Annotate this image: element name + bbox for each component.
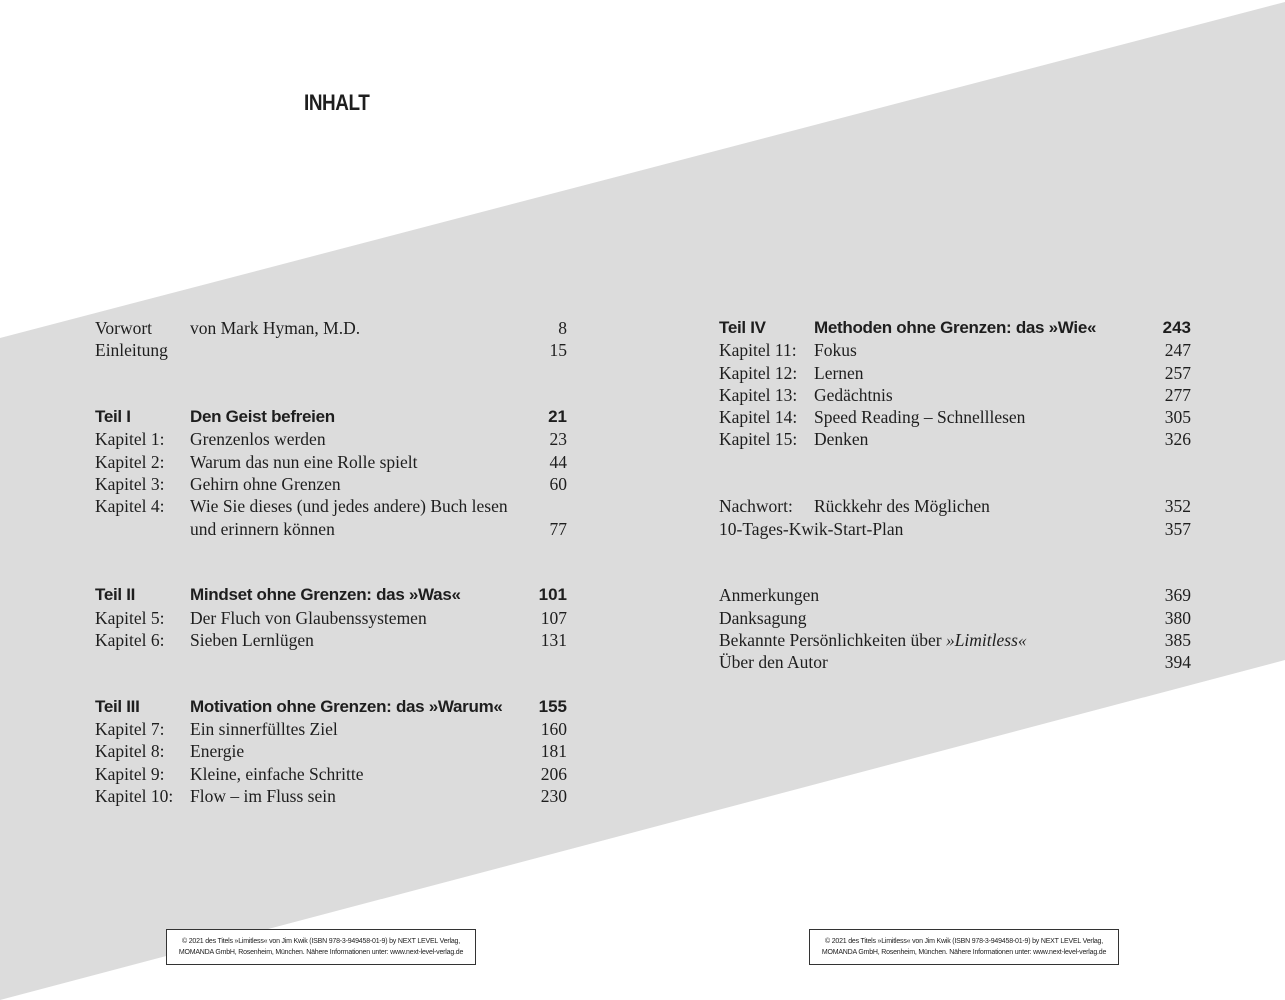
part-heading xyxy=(719,317,1191,339)
chapter-page: 77 xyxy=(549,518,567,539)
toc-part-1 xyxy=(95,406,567,540)
toc-part-4 xyxy=(719,317,1191,451)
chapter-title: Der Fluch von Glaubenssystemen xyxy=(190,607,427,628)
chapter-entry xyxy=(95,473,567,495)
chapter-page: 60 xyxy=(549,473,567,494)
chapter-entry-continuation xyxy=(95,518,567,540)
chapter-label: Kapitel 3: xyxy=(95,473,165,494)
toc-entry-danksagung xyxy=(719,607,1191,629)
part-title: Motivation ohne Grenzen: das »Warum« xyxy=(190,696,503,716)
chapter-entry xyxy=(95,495,567,517)
chapter-page: 247 xyxy=(1164,340,1191,361)
chapter-title: Grenzenlos werden xyxy=(190,429,326,450)
entry-page: 380 xyxy=(1164,607,1191,628)
entry-title-text: Bekannte Persönlichkeiten über xyxy=(719,629,946,650)
chapter-title: Fokus xyxy=(814,340,857,361)
chapter-entry xyxy=(95,451,567,473)
chapter-title: Warum das nun eine Rolle spielt xyxy=(190,451,418,472)
chapter-entry xyxy=(95,763,567,785)
part-title: Methoden ohne Grenzen: das »Wie« xyxy=(814,318,1097,337)
chapter-label: Kapitel 4: xyxy=(95,496,165,517)
toc-left xyxy=(95,317,567,807)
chapter-page: 44 xyxy=(549,451,567,472)
entry-label: Einleitung xyxy=(95,340,168,361)
entry-page: 15 xyxy=(549,340,567,361)
entry-label: 10-Tages-Kwik-Start-Plan xyxy=(719,518,904,539)
chapter-label: Kapitel 2: xyxy=(95,451,165,472)
toc-back-matter xyxy=(719,495,1191,540)
chapter-entry xyxy=(95,740,567,762)
copyright-line: © 2021 des Titels »Limitless« von Jim Kwik (ISBN 978-3-949458-01-9) by NEXT LEVEL Verlag, xyxy=(182,938,460,945)
chapter-label: Kapitel 14: xyxy=(719,407,798,428)
chapter-label: Kapitel 15: xyxy=(719,429,798,450)
entry-title: Danksagung xyxy=(719,607,807,628)
part-label: Teil II xyxy=(95,585,136,605)
chapter-label: Kapitel 9: xyxy=(95,763,165,784)
part-label: Teil IV xyxy=(719,318,766,337)
part-label: Teil III xyxy=(95,696,140,716)
chapter-title: Gedächtnis xyxy=(814,384,893,405)
copyright-line: MOMANDA GmbH, Rosenheim, München. Nähere Informationen unter: www.next-level-verlag.de xyxy=(821,949,1107,956)
chapter-title: Denken xyxy=(814,429,869,450)
entry-page: 385 xyxy=(1164,629,1191,650)
chapter-page: 160 xyxy=(540,719,567,740)
chapter-entry xyxy=(719,428,1191,450)
copyright-line: MOMANDA GmbH, Rosenheim, München. Nähere Informationen unter: www.next-level-verlag.de xyxy=(178,949,464,956)
toc-entry-persoenlichkeiten xyxy=(719,629,1191,651)
chapter-entry xyxy=(95,428,567,450)
entry-label: Nachwort: xyxy=(719,496,793,517)
chapter-label: Kapitel 1: xyxy=(95,429,165,450)
entry-title: Über den Autor xyxy=(719,652,828,673)
chapter-page: 206 xyxy=(540,763,567,784)
toc-entry-nachwort xyxy=(719,495,1191,517)
toc-entry-einleitung xyxy=(95,339,567,361)
chapter-title: Speed Reading – Schnelllesen xyxy=(814,407,1026,428)
part-page: 155 xyxy=(538,696,567,716)
part-page: 101 xyxy=(538,585,567,605)
chapter-entry xyxy=(719,406,1191,428)
copyright-notice xyxy=(166,929,476,965)
toc-part-3 xyxy=(95,696,567,807)
part-title: Mindset ohne Grenzen: das »Was« xyxy=(190,585,461,605)
entry-title: Rückkehr des Möglichen xyxy=(814,496,990,517)
copyright-line: © 2021 des Titels »Limitless« von Jim Kwik (ISBN 978-3-949458-01-9) by NEXT LEVEL Verlag, xyxy=(825,938,1103,945)
chapter-title: Lernen xyxy=(814,362,864,383)
entry-page: 357 xyxy=(1164,518,1191,539)
copyright-notice xyxy=(809,929,1119,965)
chapter-entry xyxy=(719,339,1191,361)
entry-page: 8 xyxy=(558,318,567,338)
chapter-page: 131 xyxy=(540,629,567,650)
toc-appendix xyxy=(719,584,1191,673)
part-page: 21 xyxy=(548,407,567,427)
chapter-page: 305 xyxy=(1164,407,1191,428)
part-title: Den Geist befreien xyxy=(190,407,335,427)
toc-part-2 xyxy=(95,584,567,651)
chapter-label: Kapitel 8: xyxy=(95,741,165,762)
part-label: Teil I xyxy=(95,407,131,427)
chapter-page: 326 xyxy=(1164,429,1191,450)
entry-title: von Mark Hyman, M.D. xyxy=(190,318,361,338)
chapter-label: Kapitel 11: xyxy=(719,340,797,361)
chapter-title: Kleine, einfache Schritte xyxy=(190,763,364,784)
toc-entry-ueber-den-autor xyxy=(719,651,1191,673)
chapter-label: Kapitel 5: xyxy=(95,607,165,628)
chapter-label: Kapitel 10: xyxy=(95,785,174,806)
left-page xyxy=(0,0,642,1000)
chapter-entry xyxy=(95,629,567,651)
entry-title: Anmerkungen xyxy=(719,585,820,606)
toc-front-matter xyxy=(95,317,567,362)
chapter-page: 107 xyxy=(540,607,567,628)
chapter-title: Flow – im Fluss sein xyxy=(190,785,336,806)
part-heading xyxy=(95,584,567,606)
book-title-italic: »Limitless« xyxy=(945,629,1027,650)
toc-right xyxy=(719,317,1191,674)
part-heading xyxy=(95,406,567,428)
entry-title xyxy=(719,629,1027,651)
chapter-title: Ein sinnerfülltes Ziel xyxy=(190,719,338,740)
chapter-page: 181 xyxy=(540,741,567,762)
chapter-label: Kapitel 6: xyxy=(95,629,165,650)
toc-entry-kwik-start-plan xyxy=(719,518,1191,540)
chapter-page: 230 xyxy=(540,785,567,806)
chapter-entry xyxy=(95,785,567,807)
page-title: INHALT xyxy=(304,90,370,115)
entry-page: 352 xyxy=(1164,496,1191,517)
toc-entry-vorwort xyxy=(95,317,567,339)
part-heading xyxy=(95,696,567,718)
chapter-entry xyxy=(95,607,567,629)
chapter-label: Kapitel 13: xyxy=(719,384,798,405)
chapter-title: und erinnern können xyxy=(190,518,335,539)
part-page: 243 xyxy=(1162,318,1191,337)
chapter-title: Gehirn ohne Grenzen xyxy=(190,473,341,494)
right-page xyxy=(642,0,1285,1000)
entry-page: 369 xyxy=(1164,585,1191,606)
chapter-page: 257 xyxy=(1164,362,1191,383)
toc-entry-anmerkungen xyxy=(719,584,1191,606)
chapter-entry xyxy=(719,362,1191,384)
chapter-page: 277 xyxy=(1164,384,1191,405)
chapter-label: Kapitel 7: xyxy=(95,719,165,740)
chapter-label: Kapitel 12: xyxy=(719,362,798,383)
chapter-title: Wie Sie dieses (und jedes andere) Buch lesen xyxy=(190,496,508,517)
chapter-entry xyxy=(719,384,1191,406)
entry-page: 394 xyxy=(1164,652,1191,673)
entry-label: Vorwort xyxy=(95,318,153,338)
chapter-page: 23 xyxy=(549,429,567,450)
chapter-title: Sieben Lernlügen xyxy=(190,629,314,650)
chapter-title: Energie xyxy=(190,741,245,762)
chapter-entry xyxy=(95,718,567,740)
